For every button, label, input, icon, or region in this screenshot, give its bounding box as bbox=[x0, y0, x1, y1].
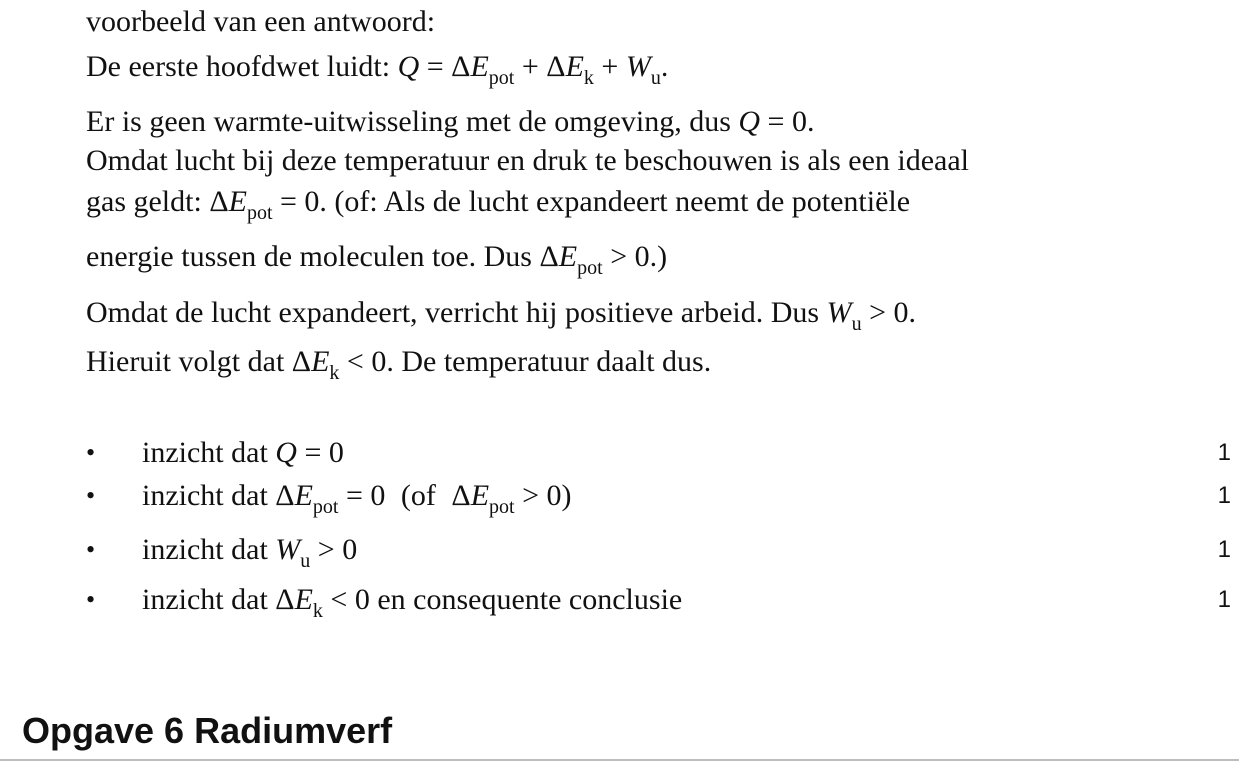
criterion-score: 1 bbox=[1217, 586, 1231, 613]
divider bbox=[0, 759, 1239, 761]
criterion-text: inzicht dat $\Delta E_k < 0$ en consequente conclusie bbox=[142, 583, 683, 622]
formula-epot-positive: $\Delta E_{pot} > 0$. bbox=[539, 240, 658, 279]
answer-line-conclusion: Hieruit volgt dat $\Delta E_k < 0$. De temperatuur daalt dus. bbox=[86, 345, 712, 384]
formula-q-zero: Q = 0 bbox=[738, 105, 807, 138]
formula-work-positive: $W_u > 0$ bbox=[826, 296, 909, 335]
answer-intro: voorbeeld van een antwoord: bbox=[86, 5, 436, 38]
criterion-text: inzicht dat $\Delta E_{pot} = 0$ (of $\Delta E_{pot} > 0$) bbox=[142, 479, 572, 518]
criterion-score: 1 bbox=[1217, 536, 1231, 563]
formula-epot-zero: $\Delta E_{pot} = 0$. bbox=[209, 185, 327, 224]
answer-line-work: Omdat de lucht expandeert, verricht hij positieve arbeid. Dus $W_u > 0$. bbox=[86, 296, 917, 335]
bullet: • bbox=[86, 585, 96, 614]
formula-epot: $\Delta E_{pot} = 0$ (of $\Delta E_{pot} > 0$) bbox=[275, 479, 572, 518]
formula-work-positive: $W_u > 0$ bbox=[275, 533, 358, 572]
formula-first-law: $Q = \Delta E_{pot} + \Delta E_k + W_u$. bbox=[397, 50, 669, 89]
criterion-score: 1 bbox=[1217, 439, 1231, 466]
bullet: • bbox=[86, 481, 96, 510]
criterion-text: inzicht dat $W_u > 0$ bbox=[142, 533, 358, 572]
answer-line-epot: gas geldt: $\Delta E_{pot} = 0$. (of: Als de lucht expandeert neemt de potentiële bbox=[86, 185, 911, 224]
bullet: • bbox=[86, 535, 96, 564]
formula-ek-negative: $\Delta E_k < 0$ bbox=[275, 583, 370, 622]
answer-line-epot-alt: energie tussen de moleculen toe. Dus $\Delta E_{pot} > 0$.) bbox=[86, 240, 668, 279]
answer-line-first-law: De eerste hoofdwet luidt: $Q = \Delta E_{pot} + \Delta E_k + W_u$. bbox=[86, 50, 669, 89]
bullet: • bbox=[86, 438, 96, 467]
answer-line-no-heat: Er is geen warmte-uitwisseling met de omgeving, dus Q = 0. bbox=[86, 105, 815, 138]
section-heading: Opgave 6 Radiumverf bbox=[22, 710, 393, 751]
answer-line-ideal-gas: Omdat lucht bij deze temperatuur en druk te beschouwen is als een ideaal bbox=[86, 144, 970, 177]
formula-ek-negative: $\Delta E_k < 0$ bbox=[291, 345, 387, 384]
formula-q-zero: Q = 0 bbox=[275, 436, 344, 469]
criterion-text: inzicht dat Q = 0 bbox=[142, 436, 344, 469]
criterion-score: 1 bbox=[1217, 482, 1231, 509]
